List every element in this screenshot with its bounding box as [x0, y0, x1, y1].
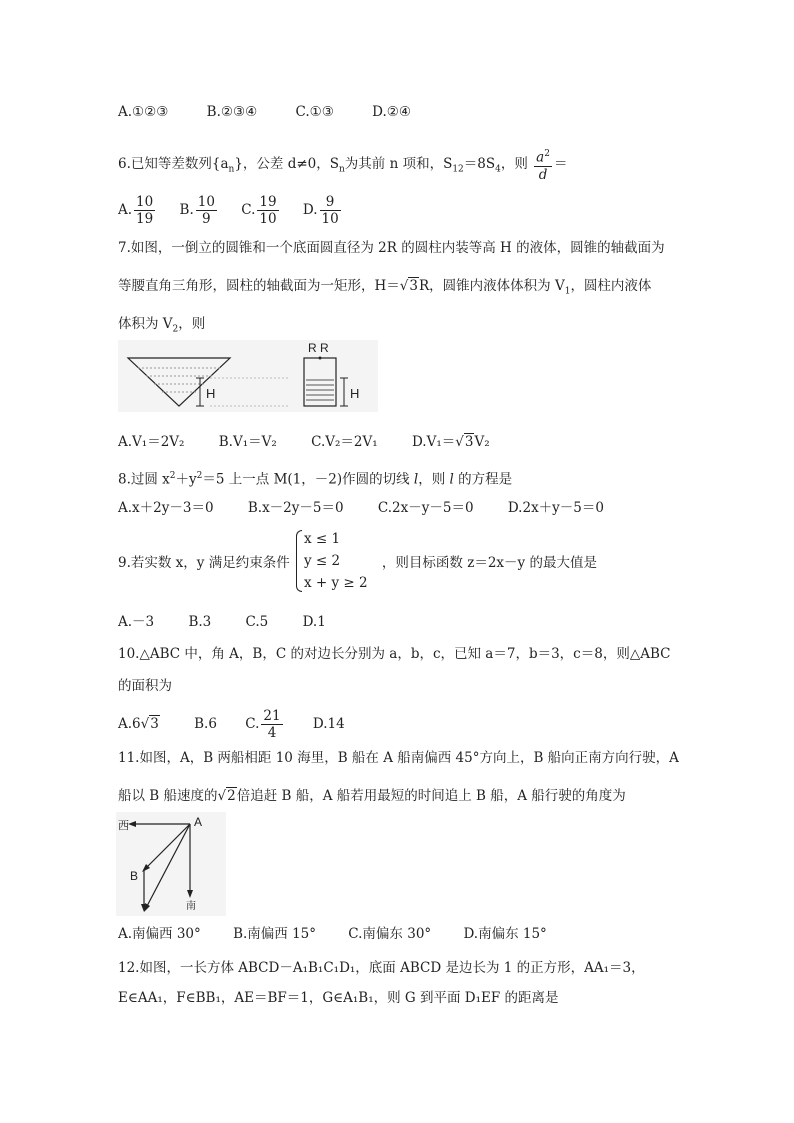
q9-option-c: C.5 [245, 614, 269, 630]
q9-constraint-system [294, 528, 368, 594]
q12-line-1: 12.如图，一长方体 ABCD－A₁B₁C₁D₁，底面 ABCD 是边长为 1 的正方形，AA₁＝3， [118, 960, 645, 976]
q11-option-a: A.南偏西 30° [118, 926, 201, 942]
q11-line-2: 船以 B 船速度的√2倍追赶 B 船，A 船若用最短的时间追上 B 船，A 船行驶的角度为 [118, 788, 626, 804]
q7-cylinder-figure [290, 340, 378, 412]
q7-line-3: 体积为 $V_2$，则 [118, 316, 206, 335]
south-label: 南 [186, 901, 196, 912]
q7-option-c: C.V₂＝2V₁ [311, 434, 378, 450]
q6-fraction: $\frac{a^2}{d}$ [534, 146, 552, 183]
q7-option-d: D.V₁＝√3V₂ [411, 434, 490, 450]
q9-option-d: D.1 [302, 614, 326, 630]
q11-option-c: C.南偏东 30° [348, 926, 432, 942]
q5-options [118, 102, 445, 122]
q6-option-b: B. $\frac{10}{9}$ [179, 194, 215, 227]
q10-line-2: 的面积为 [118, 678, 172, 694]
q8-stem: 8.过圆 $x^2+y^2=5$ 上一点 M(1，－2)作圆的切线 l，则 l 的方程是 [118, 471, 513, 488]
q7-option-b: B.V₁＝V₂ [218, 434, 277, 450]
cylinder-height-label: H [350, 386, 360, 401]
q10-option-c: C. $\frac{21}{4}$ [245, 708, 281, 741]
q9-stem: 9.若实数 x，y 满足约束条件 x ≤ 1 y ≤ 2 x + y ≥ 2 ，则目标函数 z＝2x－y 的最大值是 [118, 528, 597, 594]
q6-option-d: D. $\frac{9}{10}$ [302, 194, 339, 227]
q6-option-c: C. $\frac{19}{10}$ [241, 194, 277, 227]
q11-ship-figure [116, 812, 226, 916]
q8-option-c: C.2x－y－5＝0 [377, 500, 474, 516]
q6-stem: 6.已知等差数列$\{a_n\}$，公差 d≠0，$S_n$为其前 n 项和，$S_{12}=8S_4$，则 $\frac{a^2}{d}$ ＝ [118, 146, 567, 183]
q11-option-b: B.南偏西 15° [233, 926, 316, 942]
q11-options [118, 924, 581, 944]
q10-options [118, 708, 379, 741]
q8-option-b: B.x－2y－5＝0 [247, 500, 344, 516]
q10-option-b: B.6 [194, 716, 217, 732]
q10-line-1: 10.△ABC 中，角 A，B，C 的对边长分别为 a，b，c，已知 a＝7，b＝3，c＝8，则△ABC [118, 646, 671, 662]
q8-option-d: D.2x＋y－5＝0 [507, 500, 604, 516]
point-b-label: B [130, 869, 139, 883]
q6-options [118, 194, 361, 227]
cylinder-radius-label: R R [308, 341, 329, 355]
q5-option-c: C.①③ [295, 104, 334, 120]
q9-options [118, 612, 360, 632]
q10-option-d: D.14 [312, 716, 345, 732]
q7-option-a: A.V₁＝2V₂ [118, 434, 185, 450]
q6-option-a: A. $\frac{10}{19}$ [118, 194, 154, 227]
q9-constraint-3: x + y ≥ 2 [304, 575, 368, 591]
q9-option-a: A.－3 [118, 614, 155, 630]
q5-option-b: B.②③④ [206, 104, 258, 120]
point-a-label: A [194, 815, 203, 829]
west-label: 西 [118, 820, 129, 832]
q11-option-d: D.南偏东 15° [463, 926, 547, 942]
sqrt-symbol: √3 [399, 278, 418, 294]
cone-height-label: H [206, 386, 216, 401]
q7-line-2: 等腰直角三角形，圆柱的轴截面为一矩形，H＝√3R，圆锥内液体体积为 $V_1$，圆柱内液体 [118, 278, 652, 297]
q8-options [118, 498, 638, 518]
q9-option-b: B.3 [188, 614, 212, 630]
q9-constraint-2: y ≤ 2 [304, 553, 341, 569]
q12-line-2: E∈AA₁，F∈BB₁，AE＝BF＝1，G∈A₁B₁，则 G 到平面 D₁EF 的距离是 [118, 990, 559, 1006]
q5-option-d: D.②④ [372, 104, 411, 120]
q5-option-a: A.①②③ [118, 104, 169, 120]
q10-option-a: A.6√3 [118, 716, 159, 732]
q7-options [118, 432, 524, 452]
q7-line-1: 7.如图，一倒立的圆锥和一个底面圆直径为 2R 的圆柱内装等高 H 的液体，圆锥的轴截面为 [118, 240, 665, 256]
q11-line-1: 11.如图，A，B 两船相距 10 海里，B 船在 A 船南偏西 45°方向上，B 船向正南方向行驶，A [118, 750, 679, 766]
q9-constraint-1: x ≤ 1 [304, 531, 341, 547]
q8-option-a: A.x＋2y－3＝0 [118, 500, 214, 516]
